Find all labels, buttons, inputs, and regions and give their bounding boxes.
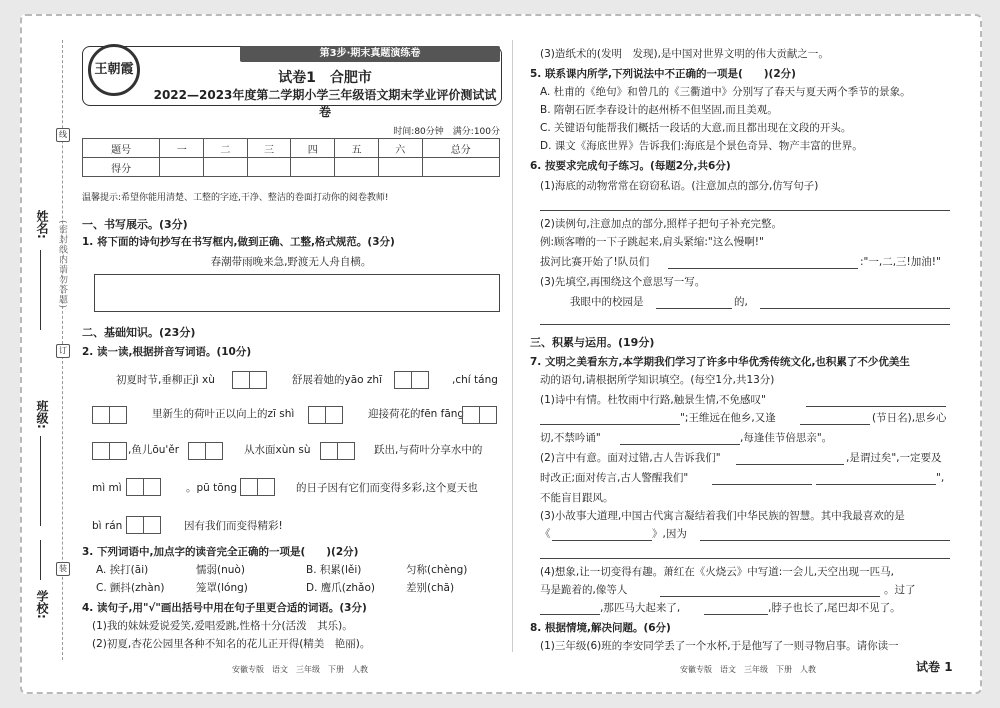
answer-line[interactable] xyxy=(660,596,880,597)
pinyin-answer-box[interactable] xyxy=(320,440,354,460)
q2-text: 里新生的荷叶正以向上的zī shì xyxy=(152,408,295,420)
q6-item-1: (1)海底的动物常常在窃窃私语。(注意加点的部分,仿写句子) xyxy=(540,180,819,192)
score-header-cell: 题号 xyxy=(83,139,160,158)
answer-line[interactable] xyxy=(540,210,950,211)
answer-line[interactable] xyxy=(540,614,600,615)
q2-text: 从水面xùn sù xyxy=(244,444,311,456)
q6-item-3-text: 我眼中的校园是 xyxy=(570,296,644,308)
q2-text: 因有我们而变得精彩! xyxy=(184,520,283,532)
q3-option: D. 鹰爪(zhǎo) xyxy=(306,582,375,594)
page-num: 1 xyxy=(944,660,953,674)
score-cell[interactable] xyxy=(204,158,248,177)
pinyin-answer-box[interactable] xyxy=(188,440,222,460)
column-divider xyxy=(512,40,513,652)
footer-right: 安徽专版 语文 三年级 下册 人教 xyxy=(680,665,816,674)
q6-item-3: (3)先填空,再围绕这个意思写一写。 xyxy=(540,276,706,288)
q3-option: 差别(chā) xyxy=(406,582,455,594)
q5-option-b: B. 隋朝石匠李春设计的赵州桥不但坚固,而且美观。 xyxy=(540,104,778,116)
q6-item-3-mid: 的, xyxy=(734,296,748,308)
tip-text: 温馨提示:希望你能用清楚、工整的字迹,干净、整洁的卷面打动你的阅卷教师! xyxy=(82,193,389,203)
q7-item-3: (3)小故事大道理,中国古代寓言凝结着我们中华民族的智慧。其中我最喜欢的是 xyxy=(540,510,905,522)
q6-item-2-tail: :"一,二,三!加油!" xyxy=(860,256,941,268)
pinyin-answer-box[interactable] xyxy=(240,476,274,496)
q2-text: 初夏时节,垂柳正jì xù xyxy=(116,374,215,386)
section-3-title: 三、积累与运用。(19分) xyxy=(530,336,655,349)
question-5: 5. 联系课内所学,下列说法中不正确的一项是( )(2分) xyxy=(530,68,796,80)
pinyin-answer-box[interactable] xyxy=(92,404,126,424)
score-cell[interactable] xyxy=(378,158,422,177)
question-1: 1. 将下面的诗句抄写在书写框内,做到正确、工整,格式规范。(3分) xyxy=(82,236,395,248)
score-header-cell: 二 xyxy=(204,139,248,158)
exam-title: 试卷1 合肥市 xyxy=(278,70,372,86)
time-info: 时间:80分钟 满分:100分 xyxy=(393,127,500,137)
q7-item-3c: 》,因为 xyxy=(652,528,687,540)
q6-example: 例:顾客噌的一下子跳起来,肩头紧缩:"这么慢啊!" xyxy=(540,236,764,248)
margin-school-field[interactable] xyxy=(40,540,41,580)
q2-text: 。pū tōng xyxy=(186,482,238,494)
q6-item-2-text: 拔河比赛开始了!队员们 xyxy=(540,256,650,268)
q4-item-3: (3)造纸术的(发明 发现),是中国对世界文明的伟大贡献之一。 xyxy=(540,48,829,60)
q7-item-1c: (节日名),思乡心 xyxy=(872,412,947,424)
question-1-poem: 春潮带雨晚来急,野渡无人舟自横。 xyxy=(210,256,372,268)
answer-line[interactable] xyxy=(540,424,680,425)
q2-text: 跃出,与荷叶分享水中的 xyxy=(374,444,483,456)
score-cell[interactable] xyxy=(335,158,379,177)
q4-item-2: (2)初夏,杏花公园里各种不知名的花儿正开得(精美 艳丽)。 xyxy=(92,638,371,650)
section-1-title: 一、书写展示。(3分) xyxy=(82,218,188,231)
q8-item-1: (1)三年级(6)班的李安同学丢了一个水杯,于是他写了一则寻物启事。请你读一 xyxy=(540,640,899,652)
seal-tag-ding: 订 xyxy=(56,344,70,358)
q7-item-2d: ", xyxy=(936,472,945,484)
q7-item-4d: ,那匹马大起来了, xyxy=(600,602,681,614)
question-7: 7. 文明之美看东方,本学期我们学习了许多中华优秀传统文化,也积累了不少优美生 xyxy=(530,356,910,368)
answer-line[interactable] xyxy=(806,406,946,407)
q5-option-a: A. 杜甫的《绝句》和曾几的《三衢道中》分别写了春天与夏天两个季节的景象。 xyxy=(540,86,911,98)
q7-item-2e: 不能盲目跟风。 xyxy=(540,492,614,504)
score-header-cell: 总分 xyxy=(422,139,499,158)
score-header-cell: 一 xyxy=(160,139,204,158)
score-cell[interactable] xyxy=(422,158,499,177)
q3-option: B. 积累(lěi) xyxy=(306,564,362,576)
pinyin-answer-box[interactable] xyxy=(92,440,126,460)
q7-item-1e: ,每逢佳节倍思亲"。 xyxy=(740,432,833,444)
q7-item-4c: 。过了 xyxy=(884,584,916,596)
answer-line[interactable] xyxy=(700,540,950,541)
pinyin-answer-box[interactable] xyxy=(462,404,496,424)
q7-item-4e: ,脖子也长了,尾巴却不见了。 xyxy=(768,602,901,614)
score-row-label: 得分 xyxy=(83,158,160,177)
q7-item-1: (1)诗中有情。杜牧雨中行路,触景生情,不免感叹" xyxy=(540,394,766,406)
answer-line[interactable] xyxy=(800,424,870,425)
margin-school-label: 学校: xyxy=(35,590,49,619)
answer-line[interactable] xyxy=(620,444,740,445)
margin-name-label: 姓名: xyxy=(35,210,49,239)
score-header-cell: 四 xyxy=(291,139,335,158)
q2-text: 迎接荷花的fēn fāng xyxy=(368,408,465,420)
answer-line[interactable] xyxy=(540,558,950,559)
question-4: 4. 读句子,用"√"画出括号中用在句子里更合适的词语。(3分) xyxy=(82,602,367,614)
q3-option: 匀称(chèng) xyxy=(406,564,468,576)
q7-item-1b: ";王维远在他乡,又逢 xyxy=(680,412,776,424)
score-row xyxy=(83,158,500,177)
q7-item-2: (2)言中有意。面对过错,古人告诉我们" xyxy=(540,452,721,464)
page-label: 试卷 xyxy=(916,660,941,674)
score-cell[interactable] xyxy=(247,158,291,177)
question-3: 3. 下列词语中,加点字的读音完全正确的一项是( )(2分) xyxy=(82,546,359,558)
q7-item-4: (4)想象,让一切变得有趣。萧红在《火烧云》中写道:一会儿,天空出现一匹马, xyxy=(540,566,894,578)
q2-text: 舒展着她的yāo zhī xyxy=(292,374,382,386)
score-header-row xyxy=(83,139,500,158)
answer-line[interactable] xyxy=(760,308,950,309)
answer-line[interactable] xyxy=(704,614,768,615)
page-number xyxy=(916,658,953,675)
answer-line[interactable] xyxy=(668,268,858,269)
score-header-cell: 六 xyxy=(378,139,422,158)
q5-option-d: D. 课文《海底世界》告诉我们:海底是个景色奇异、物产丰富的世界。 xyxy=(540,140,863,152)
question-8: 8. 根据情境,解决问题。(6分) xyxy=(530,622,671,634)
publisher-logo: 王朝霞 xyxy=(88,44,140,96)
q2-text: 的日子因有它们而变得多彩,这个夏天也 xyxy=(296,482,478,494)
q3-option: 懦弱(nuò) xyxy=(196,564,245,576)
pinyin-answer-box[interactable] xyxy=(126,476,160,496)
answer-line[interactable] xyxy=(712,484,812,485)
q3-option: 笼罩(lóng) xyxy=(196,582,248,594)
margin-class-label: 班级: xyxy=(35,400,49,429)
q3-option: C. 颤抖(zhàn) xyxy=(96,582,165,594)
section-2-title: 二、基础知识。(23分) xyxy=(82,326,196,339)
answer-line[interactable] xyxy=(656,308,732,309)
step-banner: 第3步·期末真题演练卷 xyxy=(240,46,500,62)
q3-option: A. 挨打(āi) xyxy=(96,564,149,576)
q7-item-3b: 《 xyxy=(540,528,551,540)
q7-item-2c: 时改正;面对传言,古人警醒我们" xyxy=(540,472,689,484)
q7-item-2b: ,是谓过矣",一定要及 xyxy=(846,452,942,464)
q7-item-4b: 马是跪着的,像等人 xyxy=(540,584,628,596)
score-header-cell: 五 xyxy=(335,139,379,158)
pinyin-answer-box[interactable] xyxy=(394,369,428,389)
q2-text: bì rán xyxy=(92,520,123,532)
footer-left: 安徽专版 语文 三年级 下册 人教 xyxy=(232,665,368,674)
score-header-cell: 三 xyxy=(247,139,291,158)
answer-line[interactable] xyxy=(552,540,652,541)
q2-text: ,chí táng xyxy=(452,374,498,386)
question-7-cont: 动的语句,请根据所学知识填空。(每空1分,共13分) xyxy=(540,374,775,386)
answer-line[interactable] xyxy=(736,464,844,465)
pinyin-answer-box[interactable] xyxy=(308,404,342,424)
question-6: 6. 按要求完成句子练习。(每题2分,共6分) xyxy=(530,160,731,172)
pinyin-answer-box[interactable] xyxy=(232,369,266,389)
answer-line[interactable] xyxy=(540,324,950,325)
q5-option-c: C. 关键语句能帮我们概括一段话的大意,而且都出现在文段的开头。 xyxy=(540,122,852,134)
seal-notice: (密封线内请勿答题) xyxy=(57,220,67,310)
margin-name-field[interactable] xyxy=(40,250,41,330)
q6-item-2: (2)读例句,注意加点的部分,照样子把句子补充完整。 xyxy=(540,218,783,230)
score-cell[interactable] xyxy=(160,158,204,177)
q7-item-1d: 切,不禁吟诵" xyxy=(540,432,601,444)
score-table xyxy=(82,138,500,177)
pinyin-answer-box[interactable] xyxy=(126,514,160,534)
q2-text: ,鱼儿ōu'ěr xyxy=(128,444,180,456)
answer-line[interactable] xyxy=(816,484,936,485)
writing-box[interactable] xyxy=(94,274,500,312)
seal-tag-line: 线 xyxy=(56,128,70,142)
score-cell[interactable] xyxy=(291,158,335,177)
q2-text: mì mì xyxy=(92,482,122,494)
q4-item-1: (1)我的妹妹爱说爱笑,爱唱爱跳,性格十分(活泼 其乐)。 xyxy=(92,620,353,632)
margin-class-field[interactable] xyxy=(40,436,41,526)
question-2: 2. 读一读,根据拼音写词语。(10分) xyxy=(82,346,252,358)
exam-subtitle: 2022—2023年度第二学期小学三年级语文期末学业评价测试试卷 xyxy=(153,88,497,119)
seal-tag-zhuang: 装 xyxy=(56,562,70,576)
